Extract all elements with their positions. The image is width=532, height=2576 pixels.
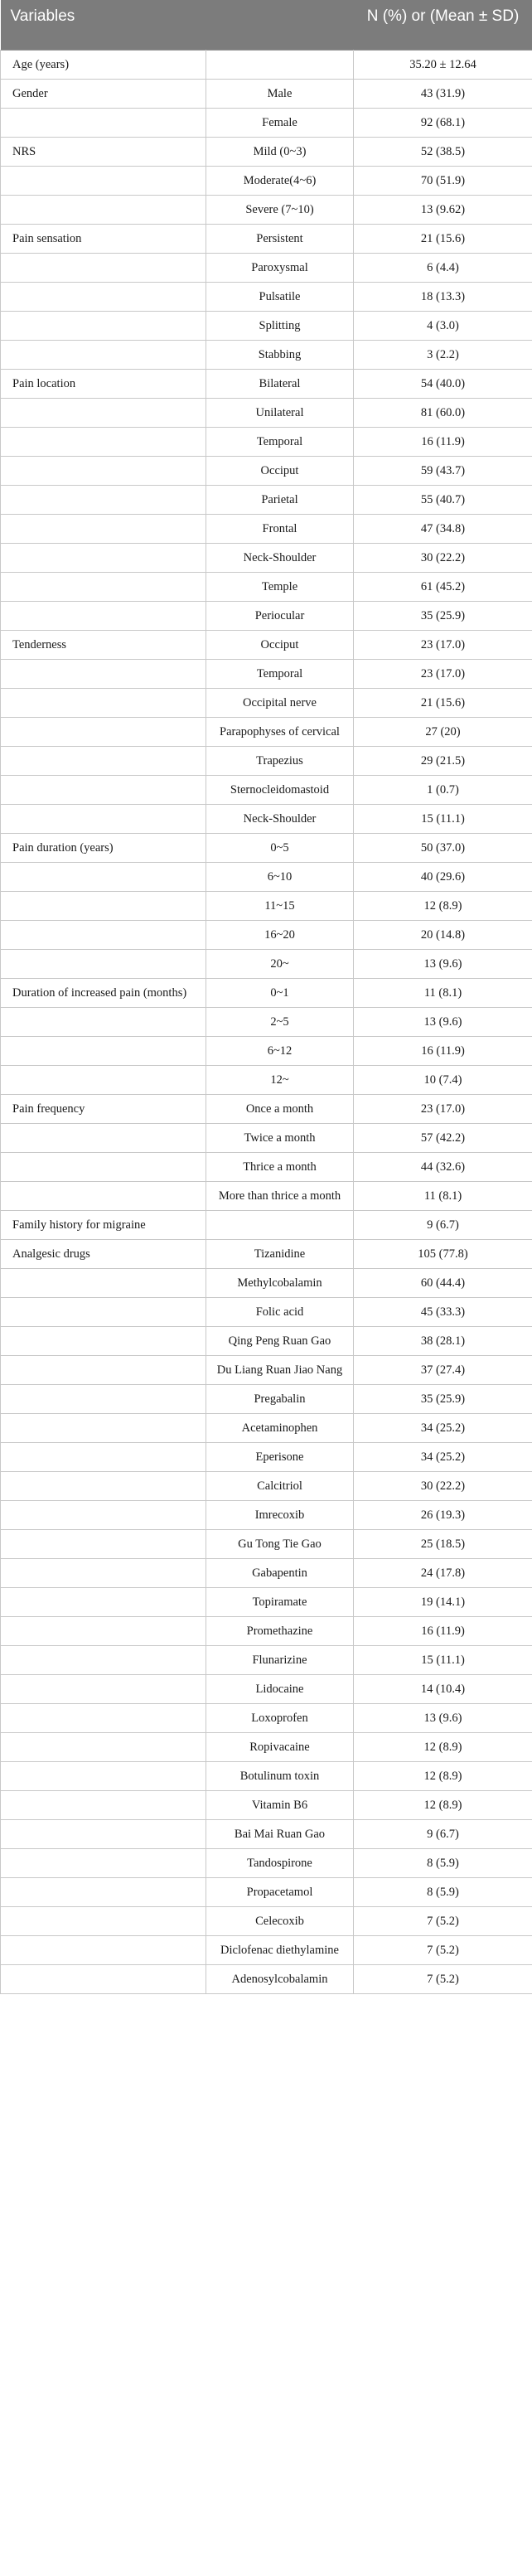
value-cell: 15 (11.1) xyxy=(354,1645,532,1674)
category-cell: Calcitriol xyxy=(206,1471,354,1500)
value-cell: 21 (15.6) xyxy=(354,688,532,717)
value-cell: 59 (43.7) xyxy=(354,456,532,485)
category-cell: Topiramate xyxy=(206,1587,354,1616)
category-cell xyxy=(206,1210,354,1239)
variable-cell xyxy=(1,1732,206,1761)
category-cell: Thrice a month xyxy=(206,1152,354,1181)
value-cell: 55 (40.7) xyxy=(354,485,532,514)
value-cell: 3 (2.2) xyxy=(354,340,532,369)
category-cell: Qing Peng Ruan Gao xyxy=(206,1326,354,1355)
value-cell: 61 (45.2) xyxy=(354,572,532,601)
variable-cell xyxy=(1,601,206,630)
table-row xyxy=(1,224,532,253)
table-row xyxy=(1,514,532,543)
table-row xyxy=(1,195,532,224)
value-cell: 13 (9.6) xyxy=(354,1703,532,1732)
variable-cell xyxy=(1,659,206,688)
category-cell: Parietal xyxy=(206,485,354,514)
value-cell: 34 (25.2) xyxy=(354,1442,532,1471)
value-cell: 16 (11.9) xyxy=(354,1036,532,1065)
table-row xyxy=(1,920,532,949)
variable-cell xyxy=(1,1268,206,1297)
variable-cell xyxy=(1,1964,206,1993)
table-row xyxy=(1,253,532,282)
table-body xyxy=(1,50,532,1993)
category-cell: Flunarizine xyxy=(206,1645,354,1674)
variable-cell xyxy=(1,572,206,601)
category-cell: Paroxysmal xyxy=(206,253,354,282)
category-cell: Gabapentin xyxy=(206,1558,354,1587)
value-cell: 8 (5.9) xyxy=(354,1877,532,1906)
value-cell: 12 (8.9) xyxy=(354,1790,532,1819)
table-row xyxy=(1,1935,532,1964)
variable-cell xyxy=(1,1587,206,1616)
value-cell: 11 (8.1) xyxy=(354,978,532,1007)
table-row xyxy=(1,1703,532,1732)
value-cell: 24 (17.8) xyxy=(354,1558,532,1587)
category-cell: Bilateral xyxy=(206,369,354,398)
variable-cell xyxy=(1,1036,206,1065)
variable-cell xyxy=(1,1152,206,1181)
table-row xyxy=(1,485,532,514)
table-row xyxy=(1,1123,532,1152)
variable-cell xyxy=(1,1297,206,1326)
category-cell: Neck-Shoulder xyxy=(206,804,354,833)
value-cell: 27 (20) xyxy=(354,717,532,746)
category-cell: 16~20 xyxy=(206,920,354,949)
variable-cell xyxy=(1,282,206,311)
table-row xyxy=(1,1471,532,1500)
variable-cell: NRS xyxy=(1,137,206,166)
table-row xyxy=(1,572,532,601)
value-cell: 21 (15.6) xyxy=(354,224,532,253)
variable-cell xyxy=(1,1906,206,1935)
table-row xyxy=(1,1529,532,1558)
table-row xyxy=(1,50,532,79)
value-cell: 29 (21.5) xyxy=(354,746,532,775)
value-cell: 16 (11.9) xyxy=(354,427,532,456)
category-cell: Gu Tong Tie Gao xyxy=(206,1529,354,1558)
variable-cell: Pain duration (years) xyxy=(1,833,206,862)
category-cell: Propacetamol xyxy=(206,1877,354,1906)
value-cell: 19 (14.1) xyxy=(354,1587,532,1616)
table-row xyxy=(1,746,532,775)
table-row xyxy=(1,79,532,108)
variable-cell xyxy=(1,1761,206,1790)
table-row xyxy=(1,1210,532,1239)
table-row xyxy=(1,1152,532,1181)
table-row xyxy=(1,862,532,891)
category-cell: Diclofenac diethylamine xyxy=(206,1935,354,1964)
category-cell: 12~ xyxy=(206,1065,354,1094)
category-cell: Bai Mai Ruan Gao xyxy=(206,1819,354,1848)
value-cell: 54 (40.0) xyxy=(354,369,532,398)
category-cell: Severe (7~10) xyxy=(206,195,354,224)
variable-cell xyxy=(1,1848,206,1877)
table-row xyxy=(1,659,532,688)
value-cell: 13 (9.6) xyxy=(354,1007,532,1036)
table-row xyxy=(1,1500,532,1529)
category-cell: Temple xyxy=(206,572,354,601)
variable-cell xyxy=(1,1558,206,1587)
category-cell: 2~5 xyxy=(206,1007,354,1036)
variable-cell: Duration of increased pain (months) xyxy=(1,978,206,1007)
value-cell: 35.20 ± 12.64 xyxy=(354,50,532,79)
variable-cell xyxy=(1,1674,206,1703)
variable-cell xyxy=(1,485,206,514)
table-row xyxy=(1,1790,532,1819)
value-cell: 1 (0.7) xyxy=(354,775,532,804)
category-cell: Eperisone xyxy=(206,1442,354,1471)
value-cell: 14 (10.4) xyxy=(354,1674,532,1703)
table-row xyxy=(1,166,532,195)
value-cell: 43 (31.9) xyxy=(354,79,532,108)
variable-cell xyxy=(1,804,206,833)
variable-cell xyxy=(1,1819,206,1848)
category-cell: 6~10 xyxy=(206,862,354,891)
category-cell: Occiput xyxy=(206,456,354,485)
value-cell: 23 (17.0) xyxy=(354,1094,532,1123)
value-cell: 30 (22.2) xyxy=(354,543,532,572)
value-cell: 13 (9.62) xyxy=(354,195,532,224)
variable-cell xyxy=(1,427,206,456)
value-cell: 12 (8.9) xyxy=(354,1761,532,1790)
value-cell: 44 (32.6) xyxy=(354,1152,532,1181)
header-variables: Variables xyxy=(1,0,354,50)
table-row xyxy=(1,369,532,398)
table-row xyxy=(1,1877,532,1906)
category-cell: More than thrice a month xyxy=(206,1181,354,1210)
category-cell: Methylcobalamin xyxy=(206,1268,354,1297)
table-row xyxy=(1,1645,532,1674)
value-cell: 7 (5.2) xyxy=(354,1906,532,1935)
value-cell: 81 (60.0) xyxy=(354,398,532,427)
table-row xyxy=(1,891,532,920)
table-row xyxy=(1,1355,532,1384)
category-cell: Folic acid xyxy=(206,1297,354,1326)
value-cell: 105 (77.8) xyxy=(354,1239,532,1268)
value-cell: 7 (5.2) xyxy=(354,1964,532,1993)
category-cell: Twice a month xyxy=(206,1123,354,1152)
value-cell: 16 (11.9) xyxy=(354,1616,532,1645)
table-row xyxy=(1,688,532,717)
variable-cell xyxy=(1,398,206,427)
table-row xyxy=(1,1558,532,1587)
value-cell: 12 (8.9) xyxy=(354,1732,532,1761)
variable-cell xyxy=(1,688,206,717)
table-row xyxy=(1,804,532,833)
table-row xyxy=(1,1181,532,1210)
variable-cell xyxy=(1,456,206,485)
category-cell: Once a month xyxy=(206,1094,354,1123)
value-cell: 57 (42.2) xyxy=(354,1123,532,1152)
value-cell: 11 (8.1) xyxy=(354,1181,532,1210)
variable-cell xyxy=(1,1790,206,1819)
value-cell: 92 (68.1) xyxy=(354,108,532,137)
table-row xyxy=(1,311,532,340)
value-cell: 10 (7.4) xyxy=(354,1065,532,1094)
value-cell: 23 (17.0) xyxy=(354,659,532,688)
variable-cell xyxy=(1,1935,206,1964)
header-stat: N (%) or (Mean ± SD) xyxy=(354,0,532,50)
variable-cell: Analgesic drugs xyxy=(1,1239,206,1268)
variable-cell: Family history for migraine xyxy=(1,1210,206,1239)
table-row xyxy=(1,978,532,1007)
category-cell: Sternocleidomastoid xyxy=(206,775,354,804)
category-cell: Trapezius xyxy=(206,746,354,775)
category-cell: Frontal xyxy=(206,514,354,543)
table-row xyxy=(1,1065,532,1094)
table-row xyxy=(1,1297,532,1326)
category-cell: Splitting xyxy=(206,311,354,340)
table-row xyxy=(1,1964,532,1993)
variable-cell xyxy=(1,949,206,978)
value-cell: 12 (8.9) xyxy=(354,891,532,920)
variable-cell xyxy=(1,1529,206,1558)
table-row xyxy=(1,1906,532,1935)
variable-cell xyxy=(1,1703,206,1732)
variable-cell xyxy=(1,862,206,891)
variable-cell: Pain location xyxy=(1,369,206,398)
category-cell: Temporal xyxy=(206,427,354,456)
value-cell: 45 (33.3) xyxy=(354,1297,532,1326)
variable-cell: Pain frequency xyxy=(1,1094,206,1123)
variable-cell xyxy=(1,1007,206,1036)
category-cell: Occiput xyxy=(206,630,354,659)
table-row xyxy=(1,1036,532,1065)
value-cell: 20 (14.8) xyxy=(354,920,532,949)
value-cell: 60 (44.4) xyxy=(354,1268,532,1297)
category-cell: Du Liang Ruan Jiao Nang xyxy=(206,1355,354,1384)
category-cell: Lidocaine xyxy=(206,1674,354,1703)
value-cell: 50 (37.0) xyxy=(354,833,532,862)
table-row xyxy=(1,427,532,456)
table-row xyxy=(1,630,532,659)
variable-cell xyxy=(1,1065,206,1094)
table-row xyxy=(1,1848,532,1877)
table-row xyxy=(1,1616,532,1645)
category-cell: Male xyxy=(206,79,354,108)
table-row xyxy=(1,1239,532,1268)
category-cell: Periocular xyxy=(206,601,354,630)
value-cell: 25 (18.5) xyxy=(354,1529,532,1558)
table-row xyxy=(1,1442,532,1471)
variable-cell xyxy=(1,920,206,949)
category-cell: 0~1 xyxy=(206,978,354,1007)
category-cell: Imrecoxib xyxy=(206,1500,354,1529)
table-row xyxy=(1,1094,532,1123)
value-cell: 18 (13.3) xyxy=(354,282,532,311)
value-cell: 6 (4.4) xyxy=(354,253,532,282)
category-cell: Neck-Shoulder xyxy=(206,543,354,572)
value-cell: 9 (6.7) xyxy=(354,1819,532,1848)
category-cell: Unilateral xyxy=(206,398,354,427)
value-cell: 52 (38.5) xyxy=(354,137,532,166)
table-row xyxy=(1,543,532,572)
variable-cell xyxy=(1,340,206,369)
category-cell: Moderate(4~6) xyxy=(206,166,354,195)
category-cell: 20~ xyxy=(206,949,354,978)
value-cell: 35 (25.9) xyxy=(354,601,532,630)
table-row xyxy=(1,717,532,746)
category-cell: Persistent xyxy=(206,224,354,253)
category-cell: Pregabalin xyxy=(206,1384,354,1413)
variable-cell xyxy=(1,166,206,195)
category-cell: Stabbing xyxy=(206,340,354,369)
value-cell: 9 (6.7) xyxy=(354,1210,532,1239)
value-cell: 30 (22.2) xyxy=(354,1471,532,1500)
table-row xyxy=(1,1761,532,1790)
variable-cell xyxy=(1,543,206,572)
variable-cell xyxy=(1,514,206,543)
variable-cell: Pain sensation xyxy=(1,224,206,253)
variable-cell xyxy=(1,717,206,746)
value-cell: 8 (5.9) xyxy=(354,1848,532,1877)
table-row xyxy=(1,833,532,862)
category-cell: Vitamin B6 xyxy=(206,1790,354,1819)
category-cell: Loxoprofen xyxy=(206,1703,354,1732)
variable-cell xyxy=(1,1355,206,1384)
table-row xyxy=(1,456,532,485)
table-row xyxy=(1,949,532,978)
category-cell: Adenosylcobalamin xyxy=(206,1964,354,1993)
variable-cell xyxy=(1,1442,206,1471)
variable-cell xyxy=(1,1645,206,1674)
value-cell: 34 (25.2) xyxy=(354,1413,532,1442)
category-cell: Tandospirone xyxy=(206,1848,354,1877)
value-cell: 23 (17.0) xyxy=(354,630,532,659)
table-header-row xyxy=(1,0,532,50)
variable-cell xyxy=(1,195,206,224)
table-row xyxy=(1,108,532,137)
value-cell: 35 (25.9) xyxy=(354,1384,532,1413)
table-row xyxy=(1,1268,532,1297)
variable-cell xyxy=(1,1471,206,1500)
table-row xyxy=(1,1587,532,1616)
table-row xyxy=(1,282,532,311)
variable-cell xyxy=(1,1413,206,1442)
variable-cell xyxy=(1,1123,206,1152)
value-cell: 15 (11.1) xyxy=(354,804,532,833)
variable-cell xyxy=(1,1181,206,1210)
variable-cell xyxy=(1,1500,206,1529)
category-cell: Acetaminophen xyxy=(206,1413,354,1442)
variable-cell: Tenderness xyxy=(1,630,206,659)
category-cell: Tizanidine xyxy=(206,1239,354,1268)
category-cell: Promethazine xyxy=(206,1616,354,1645)
variable-cell xyxy=(1,1877,206,1906)
category-cell: Mild (0~3) xyxy=(206,137,354,166)
category-cell xyxy=(206,50,354,79)
category-cell: 0~5 xyxy=(206,833,354,862)
table-row xyxy=(1,601,532,630)
category-cell: Botulinum toxin xyxy=(206,1761,354,1790)
category-cell: 11~15 xyxy=(206,891,354,920)
table-row xyxy=(1,1413,532,1442)
variable-cell xyxy=(1,746,206,775)
variable-cell xyxy=(1,311,206,340)
value-cell: 13 (9.6) xyxy=(354,949,532,978)
variable-cell xyxy=(1,1384,206,1413)
table-row xyxy=(1,398,532,427)
value-cell: 37 (27.4) xyxy=(354,1355,532,1384)
value-cell: 7 (5.2) xyxy=(354,1935,532,1964)
table-row xyxy=(1,340,532,369)
table-row xyxy=(1,775,532,804)
category-cell: Temporal xyxy=(206,659,354,688)
variable-cell xyxy=(1,891,206,920)
value-cell: 47 (34.8) xyxy=(354,514,532,543)
value-cell: 4 (3.0) xyxy=(354,311,532,340)
variable-cell xyxy=(1,1326,206,1355)
table-row xyxy=(1,137,532,166)
table-row xyxy=(1,1007,532,1036)
table-row xyxy=(1,1819,532,1848)
variable-cell: Age (years) xyxy=(1,50,206,79)
value-cell: 26 (19.3) xyxy=(354,1500,532,1529)
table-row xyxy=(1,1384,532,1413)
category-cell: Occipital nerve xyxy=(206,688,354,717)
value-cell: 38 (28.1) xyxy=(354,1326,532,1355)
variable-cell xyxy=(1,1616,206,1645)
value-cell: 70 (51.9) xyxy=(354,166,532,195)
category-cell: Pulsatile xyxy=(206,282,354,311)
category-cell: 6~12 xyxy=(206,1036,354,1065)
variable-cell: Gender xyxy=(1,79,206,108)
category-cell: Female xyxy=(206,108,354,137)
category-cell: Parapophyses of cervical xyxy=(206,717,354,746)
table-row xyxy=(1,1732,532,1761)
variable-cell xyxy=(1,253,206,282)
table-row xyxy=(1,1326,532,1355)
category-cell: Ropivacaine xyxy=(206,1732,354,1761)
value-cell: 40 (29.6) xyxy=(354,862,532,891)
category-cell: Celecoxib xyxy=(206,1906,354,1935)
variable-cell xyxy=(1,775,206,804)
table-row xyxy=(1,1674,532,1703)
variable-cell xyxy=(1,108,206,137)
